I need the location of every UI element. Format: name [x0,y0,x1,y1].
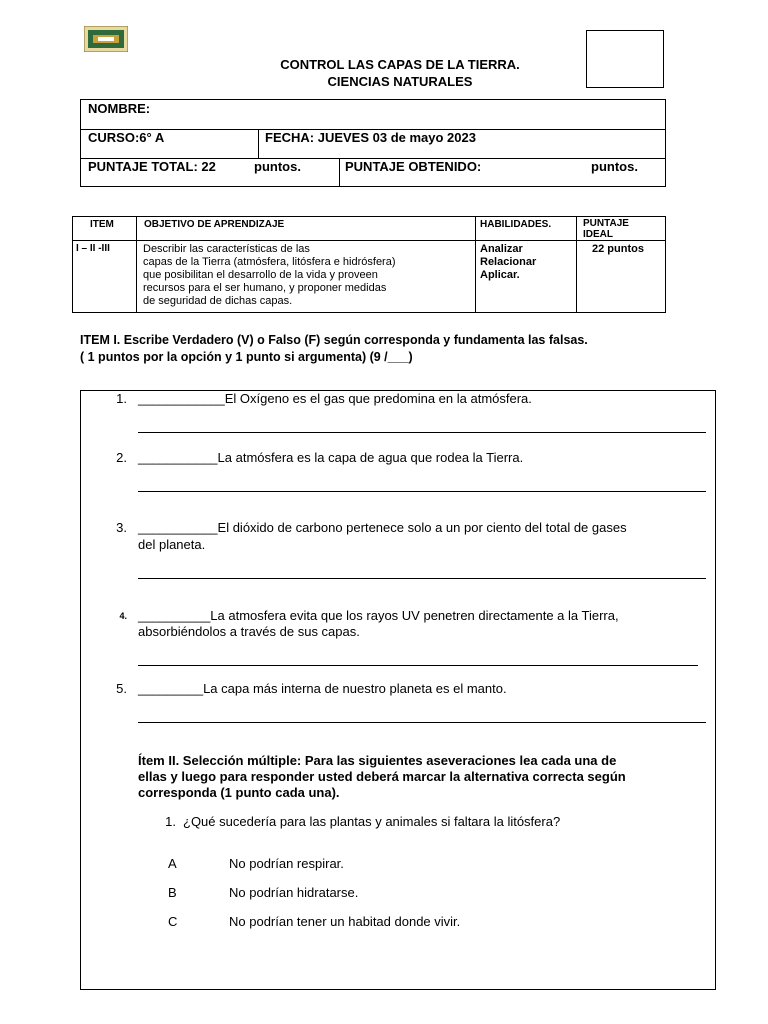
obj-col-divider [576,217,577,312]
question-text: __________La atmosfera evita que los rayos UV penetren directamente a la Tierra, [138,608,619,623]
item2-heading: corresponda (1 punto cada una). [138,785,340,800]
title-line-1: CONTROL LAS CAPAS DE LA TIERRA. [280,57,520,72]
mc-question-text: ¿Qué sucedería para las plantas y animales si faltara la litósfera? [183,814,561,829]
item1-subheading: ( 1 puntos por la opción y 1 punto si argumenta) (9 /___) [80,350,413,364]
option-text-c[interactable]: No podrían tener un habitad donde vivir. [229,914,461,929]
question-number: 2. [116,450,127,465]
answer-line[interactable] [138,665,698,666]
question-number: 4. [119,611,127,621]
header-puntaje: PUNTAJE [583,218,629,229]
option-text-b[interactable]: No podrían hidratarse. [229,885,359,900]
puntaje-total-label: PUNTAJE TOTAL: 22 [88,159,216,174]
nombre-label: NOMBRE: [88,101,151,116]
school-logo [84,26,128,52]
student-info-table [80,99,666,187]
row-puntaje: 22 puntos [592,243,644,255]
header-habilidades: HABILIDADES. [480,219,552,230]
fecha-label: FECHA: JUEVES 03 de mayo 2023 [265,130,476,145]
question-text: ___________La atmósfera es la capa de agua que rodea la Tierra. [138,450,524,465]
objectives-table [72,216,666,313]
item2-heading: Ítem II. Selección múltiple: Para las siguientes aseveraciones lea cada una de [138,753,617,768]
question-text-continued: del planeta. [138,537,206,552]
question-text: ____________El Oxígeno es el gas que predomina en la atmósfera. [138,391,532,406]
header-item: ITEM [90,219,114,230]
puntaje-obtenido-label: PUNTAJE OBTENIDO: [345,159,482,174]
answer-line[interactable] [138,578,706,579]
item2-heading: ellas y luego para responder usted deberá marcar la alternativa correcta según [138,769,626,784]
option-letter-a[interactable]: A [168,856,177,871]
option-text-a[interactable]: No podrían respirar. [229,856,344,871]
question-number: 1. [116,391,127,406]
curso-label: CURSO:6° A [88,130,165,145]
obj-col-divider [136,217,137,312]
answer-line[interactable] [138,722,706,723]
skill: Aplicar. [480,269,520,281]
info-col-divider [258,129,259,158]
objective-line: capas de la Tierra (atmósfera, litósfera e hidrósfera) [143,256,396,268]
questions-box [80,390,716,990]
puntos-label: puntos. [591,159,638,174]
header-ideal: IDEAL [583,229,613,240]
obj-col-divider [475,217,476,312]
answer-line[interactable] [138,491,706,492]
mc-question-number: 1. [165,814,176,829]
skill: Relacionar [480,256,537,268]
grade-box [586,30,664,88]
question-text: ___________El dióxido de carbono pertenece solo a un por ciento del total de gases [138,520,627,535]
skill: Analizar [480,243,523,255]
question-text-continued: absorbiéndolos a través de sus capas. [138,624,360,639]
answer-line[interactable] [138,432,706,433]
objective-line: Describir las características de las [143,243,310,255]
option-letter-c[interactable]: C [168,914,178,929]
item1-heading: ITEM I. Escribe Verdadero (V) o Falso (F) según corresponda y fundamenta las falsas. [80,333,588,347]
title-line-2: CIENCIAS NATURALES [327,74,473,89]
question-number: 3. [116,520,127,535]
objective-line: recursos para el ser humano, y proponer medidas [143,282,387,294]
header-objetivo: OBJETIVO DE APRENDIZAJE [144,219,285,230]
puntos-label: puntos. [254,159,301,174]
objective-line: de seguridad de dichas capas. [143,295,293,307]
option-letter-b[interactable]: B [168,885,177,900]
info-col-divider [339,158,340,187]
row-item: I – II -III [76,243,110,254]
question-text: _________La capa más interna de nuestro planeta es el manto. [138,681,507,696]
objective-line: que posibilitan el desarrollo de la vida y proveen [143,269,378,281]
question-number: 5. [116,681,127,696]
